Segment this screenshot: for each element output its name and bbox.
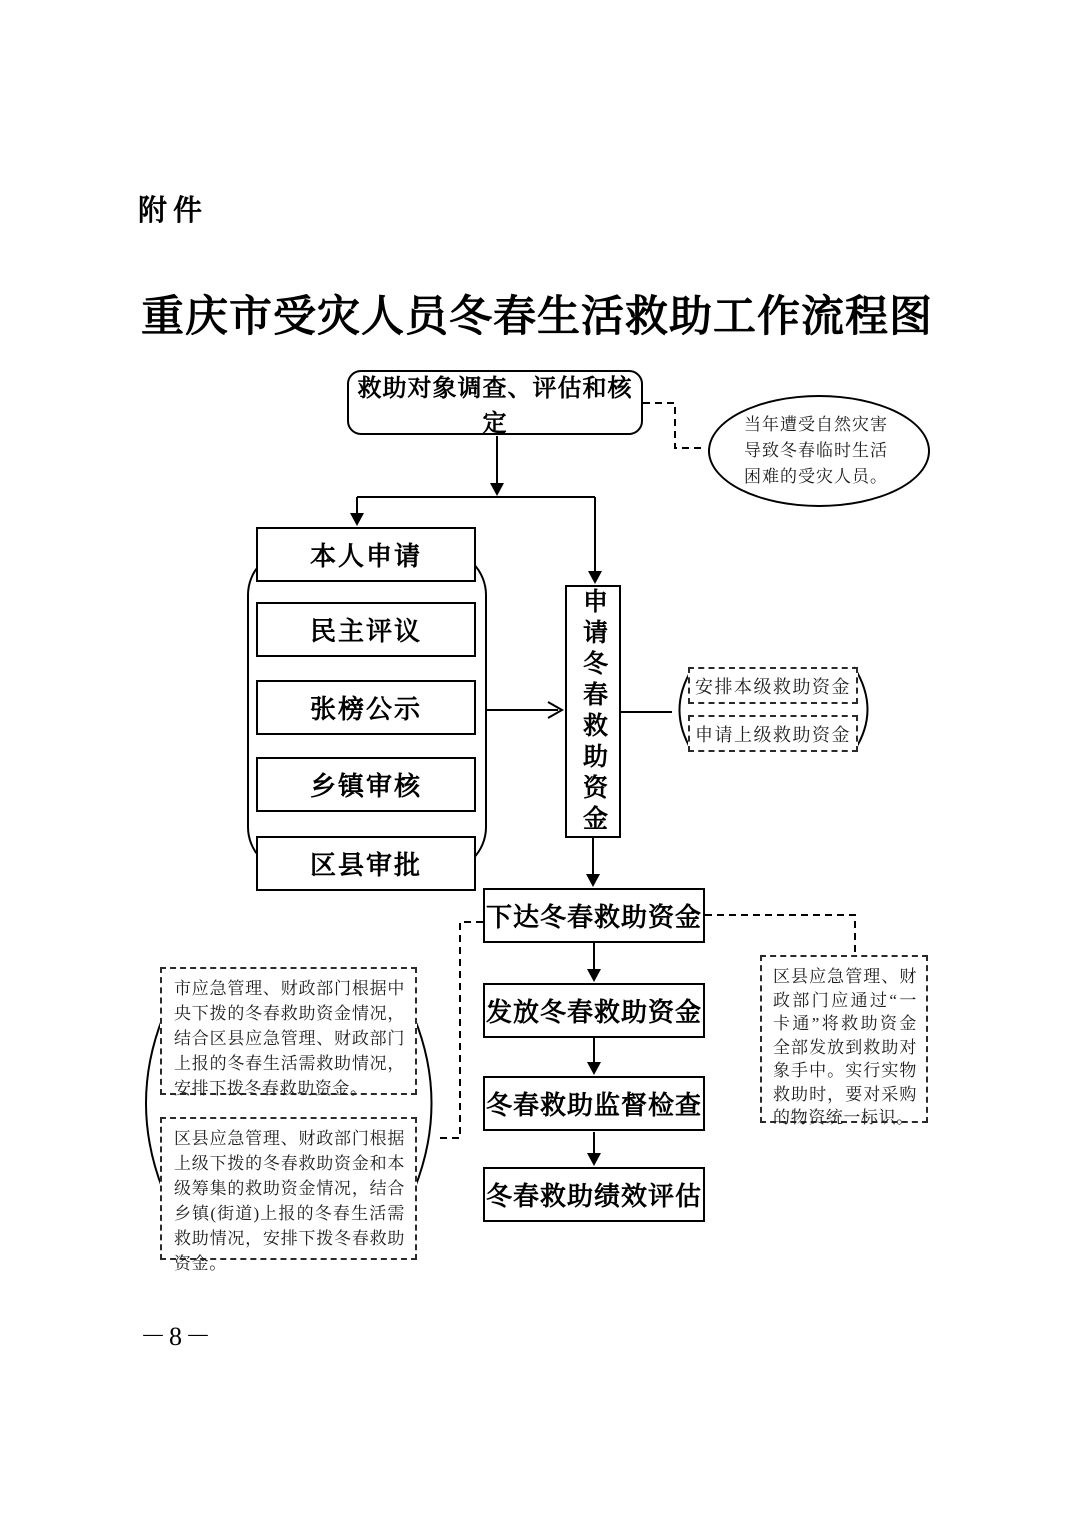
arrowhead xyxy=(490,483,504,496)
note-payment-method: 区县应急管理、财政部门应通过“一卡通”将救助资金全部发放到救助对象手中。实行实物救助时，要对采购的物资统一标识。 xyxy=(760,955,928,1123)
flow-step-democratic-review: 民主评议 xyxy=(256,602,476,657)
flow-step-distribute-funds: 发放冬春救助资金 xyxy=(483,983,705,1038)
note-city-allocation: 市应急管理、财政部门根据中央下拨的冬春救助资金情况，结合区县应急管理、财政部门上报的冬春生活需救助情况，安排下拨冬春救助资金。 xyxy=(160,967,417,1095)
flow-step-county-approval: 区县审批 xyxy=(256,836,476,891)
flow-step-township-review: 乡镇审核 xyxy=(256,757,476,812)
flow-step-allocate-funds: 下达冬春救助资金 xyxy=(483,888,705,943)
page-title: 重庆市受灾人员冬春生活救助工作流程图 xyxy=(141,294,933,341)
arrowhead xyxy=(587,1153,601,1166)
arrowhead xyxy=(586,874,600,887)
arrowhead xyxy=(350,513,364,526)
fund-option-higher-level: 申请上级救助资金 xyxy=(688,715,858,752)
note-county-allocation: 区县应急管理、财政部门根据上级下拨的冬春救助资金和本级筹集的救助资金情况，结合乡镇(街道)上报的冬春生活需救助情况，安排下拨冬春救助资金。 xyxy=(160,1117,417,1260)
eligibility-ellipse xyxy=(708,395,930,507)
arrowhead xyxy=(587,1062,601,1075)
dashed-survey-to-ellipse xyxy=(643,403,706,448)
flow-step-public-posting: 张榜公示 xyxy=(256,680,476,735)
flow-step-survey: 救助对象调查、评估和核定 xyxy=(347,370,643,435)
flow-step-supervision-check: 冬春救助监督检查 xyxy=(483,1076,705,1131)
apply-funds-label: 申请冬春救助资金 xyxy=(579,587,608,836)
flow-step-personal-application: 本人申请 xyxy=(256,527,476,582)
flow-step-performance-evaluation: 冬春救助绩效评估 xyxy=(483,1167,705,1222)
dashed-allocate-to-left-notes xyxy=(438,922,483,1138)
arrowhead xyxy=(587,969,601,982)
flow-step-apply-funds xyxy=(565,585,621,838)
attachment-label: 附件 xyxy=(138,195,209,227)
eligibility-ellipse-text: 当年遭受自然灾害导致冬春临时生活困难的受灾人员。 xyxy=(744,415,888,486)
fund-option-local: 安排本级救助资金 xyxy=(688,667,858,704)
dashed-allocate-to-payment-note xyxy=(705,915,855,953)
arrowhead xyxy=(588,571,602,584)
page-number: －8－ xyxy=(140,1322,215,1351)
